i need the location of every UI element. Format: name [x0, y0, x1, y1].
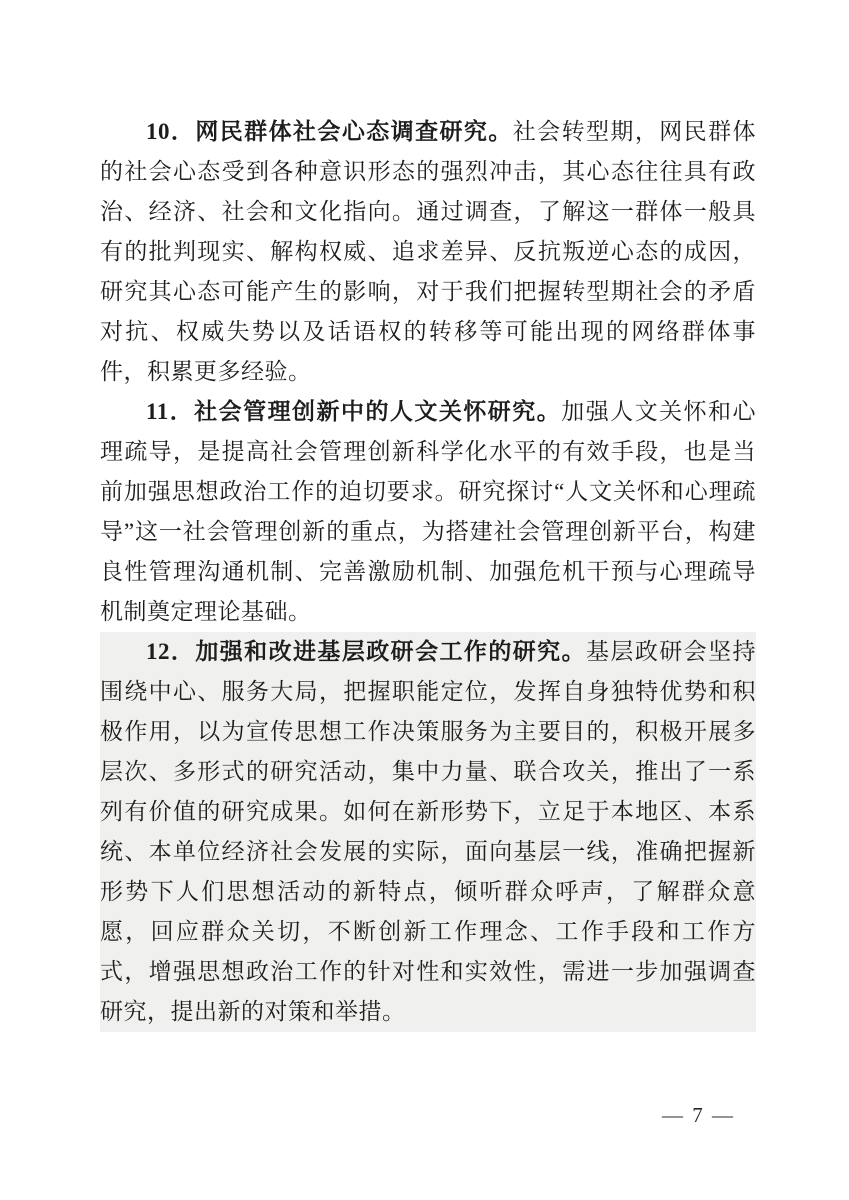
paragraph-12-body: 基层政研会坚持围绕中心、服务大局，把握职能定位，发挥自身独特优势和积极作用，以为宣传思想工作决策服务为主要目的，积极开展多层次、多形式的研究活动，集中力量、联合攻关，推出了一系列有价值的研究成果。如何在新形势下，立足于本地区、本系统、本单位经济社会发展的实际，面向基层一线，准确把握新形势下人们思想活动的新特点，倾听群众呼声，了解群众意愿，回应群众关切，不断创新工作理念、工作手段和工作方式，增强思想政治工作的针对性和实效性，需进一步加强调查研究，提出新的对策和举措。: [100, 639, 757, 1024]
page-number: — 7 —: [662, 1103, 735, 1127]
document-body: [100, 112, 756, 1032]
paragraph-10: [100, 112, 756, 392]
paragraph-12: [100, 632, 756, 1032]
paragraph-11-heading: 11．社会管理创新中的人文关怀研究。: [146, 399, 562, 424]
paragraph-11-body: 加强人文关怀和心理疏导，是提高社会管理创新科学化水平的有效手段，也是当前加强思想政治工作的迫切要求。研究探讨“人文关怀和心理疏导”这一社会管理创新的重点，为搭建社会管理创新平台，构建良性管理沟通机制、完善激励机制、加强危机干预与心理疏导机制奠定理论基础。: [100, 399, 757, 624]
paragraph-10-body: 社会转型期，网民群体的社会心态受到各种意识形态的强烈冲击，其心态往往具有政治、经济、社会和文化指向。通过调查，了解这一群体一般具有的批判现实、解构权威、追求差异、反抗叛逆心态的成因，研究其心态可能产生的影响，对于我们把握转型期社会的矛盾对抗、权威失势以及话语权的转移等可能出现的网络群体事件，积累更多经验。: [100, 119, 757, 384]
paragraph-10-heading: 10．网民群体社会心态调查研究。: [146, 119, 513, 144]
paragraph-12-heading: 12．加强和改进基层政研会工作的研究。: [146, 639, 586, 664]
paragraph-11: [100, 392, 756, 632]
